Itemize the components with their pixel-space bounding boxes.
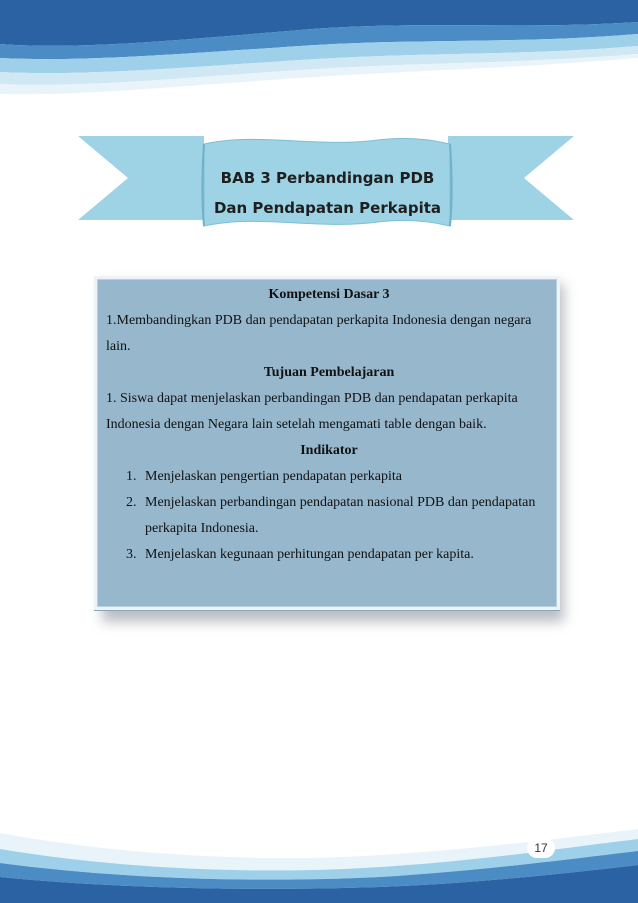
list-item [106, 490, 552, 542]
top-wave-decoration [0, 0, 638, 110]
list-item-number: 1. [126, 469, 137, 484]
page-number: 17 [527, 838, 555, 858]
list-item-text: Menjelaskan perbandingan pendapatan nasional PDB dan pendapatan perkapita Indonesia. [145, 495, 536, 536]
indikator-list [106, 464, 552, 568]
list-item-text: Menjelaskan kegunaan perhitungan pendapatan per kapita. [145, 547, 474, 562]
kompetensi-dasar-heading: Kompetensi Dasar 3 [268, 287, 390, 302]
content-text [106, 282, 552, 568]
chapter-title-line2: Dan Pendapatan Perkapita [213, 199, 442, 217]
list-item [106, 542, 552, 568]
list-item-text: Menjelaskan pengertian pendapatan perkapita [145, 469, 402, 484]
tujuan-pembelajaran-text: 1. Siswa dapat menjelaskan perbandingan PDB dan pendapatan perkapita Indonesia dengan Negara lain setelah mengamati table dengan baik. [106, 391, 518, 432]
kompetensi-dasar-text: 1.Membandingkan PDB dan pendapatan perkapita Indonesia dengan negara lain. [106, 313, 532, 354]
tujuan-pembelajaran-heading: Tujuan Pembelajaran [263, 365, 395, 380]
chapter-title [205, 163, 450, 223]
list-item [106, 464, 552, 490]
list-item-number: 2. [126, 495, 137, 510]
indikator-heading: Indikator [300, 443, 358, 458]
chapter-title-line1: BAB 3 Perbandingan PDB [220, 169, 435, 187]
list-item-number: 3. [126, 547, 137, 562]
